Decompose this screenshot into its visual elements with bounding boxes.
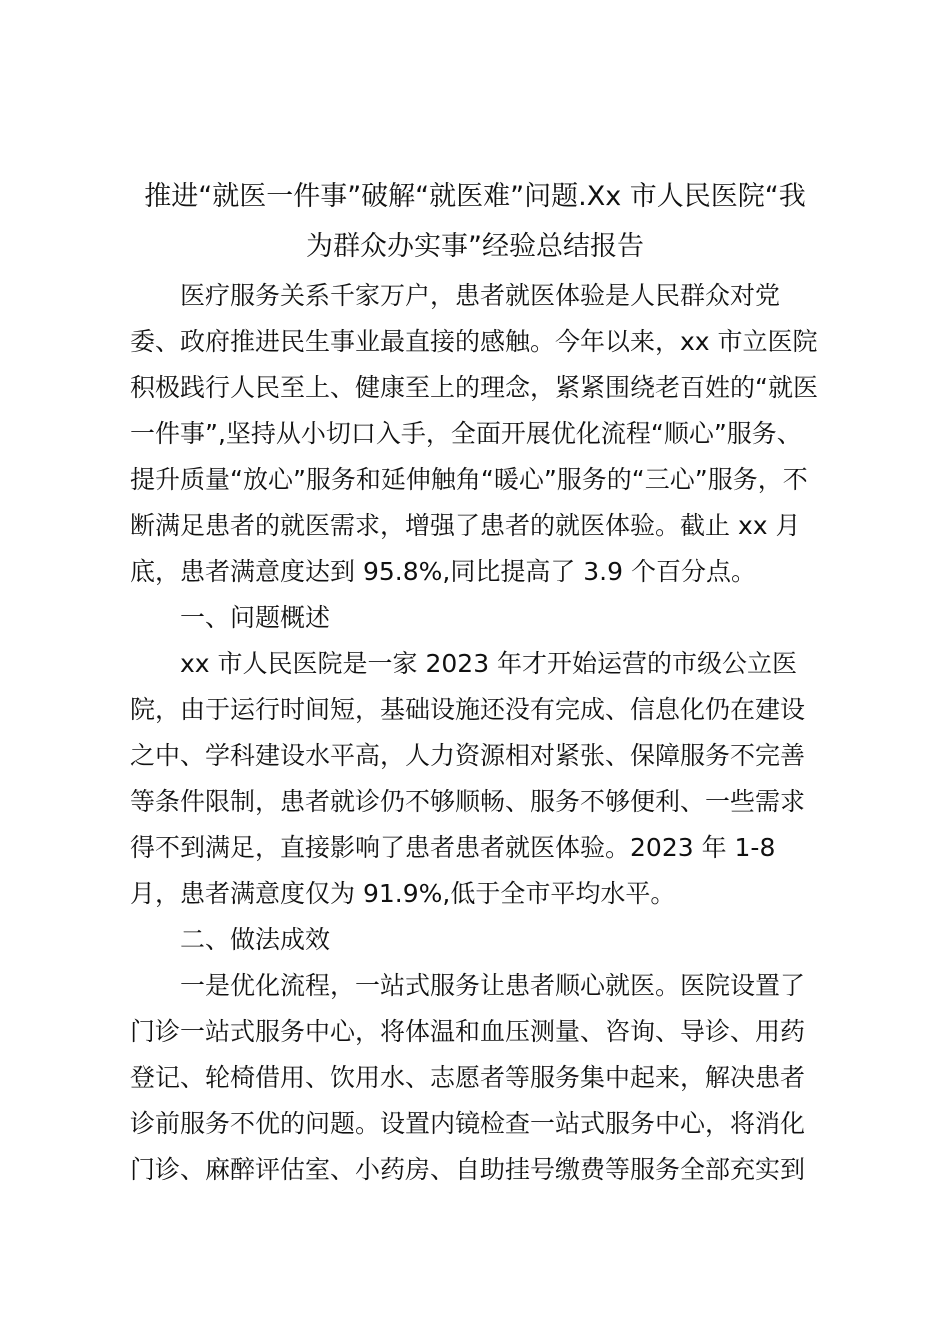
document-title-line-1: 推进“就医一件事”破解“就医难”问题.Xx 市人民医院“我 xyxy=(144,181,806,212)
body-line: 底，患者满意度达到 95.8%,同比提高了 3.9 个百分点。 xyxy=(130,557,756,586)
body-line: 委、政府推进民生事业最直接的感触。今年以来，xx 市立医院 xyxy=(130,327,818,356)
body-line: 登记、轮椅借用、饮用水、志愿者等服务集中起来，解决患者 xyxy=(130,1063,806,1092)
body-line: 断满足患者的就医需求，增强了患者的就医体验。截止 xx 月 xyxy=(130,511,801,540)
body-line: 等条件限制，患者就诊仍不够顺畅、服务不够便利、一些需求 xyxy=(130,787,806,816)
section-heading-practices: 二、做法成效 xyxy=(180,925,331,954)
body-line: 之中、学科建设水平高，人力资源相对紧张、保障服务不完善 xyxy=(130,741,806,770)
body-line: 门诊、麻醉评估室、小药房、自助挂号缴费等服务全部充实到 xyxy=(130,1155,806,1184)
body-line: 一是优化流程，一站式服务让患者顺心就医。医院设置了 xyxy=(180,971,806,1000)
body-line: 得不到满足，直接影响了患者患者就医体验。2023 年 1-8 xyxy=(130,833,776,862)
section-heading-problem-overview: 一、问题概述 xyxy=(180,603,331,632)
body-line: 医疗服务关系千家万户，患者就医体验是人民群众对党 xyxy=(180,281,781,310)
body-line: 诊前服务不优的问题。设置内镜检查一站式服务中心，将消化 xyxy=(130,1109,806,1138)
body-line: 门诊一站式服务中心，将体温和血压测量、咨询、导诊、用药 xyxy=(130,1017,806,1046)
body-line: 提升质量“放心”服务和延伸触角“暖心”服务的“三心”服务，不 xyxy=(130,465,808,494)
body-line: 积极践行人民至上、健康至上的理念，紧紧围绕老百姓的“就医 xyxy=(130,373,818,402)
body-line: 一件事”,坚持从小切口入手，全面开展优化流程“顺心”服务、 xyxy=(130,419,802,448)
body-line: 月，患者满意度仅为 91.9%,低于全市平均水平。 xyxy=(130,879,676,908)
body-line: 院，由于运行时间短，基础设施还没有完成、信息化仍在建设 xyxy=(130,695,806,724)
body-line: xx 市人民医院是一家 2023 年才开始运营的市级公立医 xyxy=(180,649,798,678)
document-title-line-2: 为群众办实事”经验总结报告 xyxy=(306,231,644,262)
